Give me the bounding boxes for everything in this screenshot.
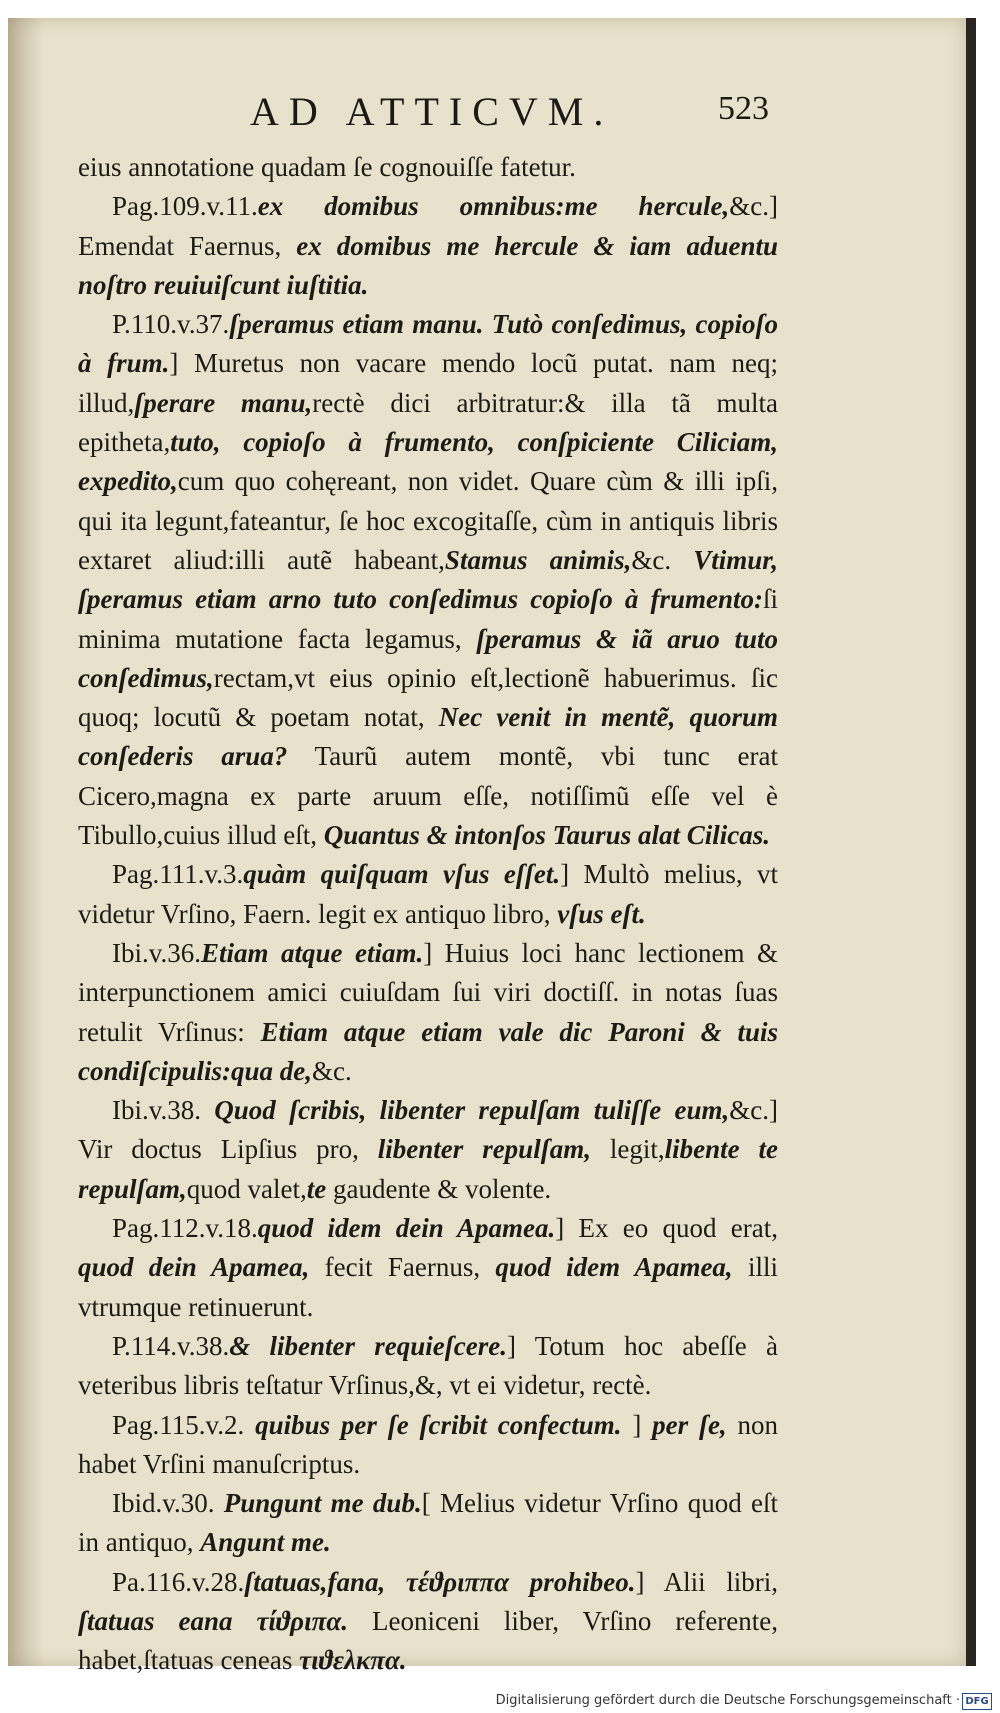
italic-citation: ſperare manu, [134,387,313,418]
text-run: ] Totum hoc abeſſe à veteribus libris teſtatur Vrſinus,&, vt ei videtur, rectè. [78,1330,778,1401]
italic-citation: Quod ſcribis, libenter repulſam tuliſſe eum, [214,1095,730,1126]
italic-citation: quod idem dein Apamea. [257,1213,556,1244]
text-run: Pag.111.v.3. [112,859,244,890]
note-paragraph [78,187,778,305]
text-run: Pag.109.v.11. [112,191,258,222]
note-paragraph [78,1563,778,1681]
text-run: ] Ex eo quod erat, [555,1213,778,1244]
italic-citation: τιϑελκπα. [299,1645,407,1676]
text-run: Leoniceni liber, Vrſino referente, habet,ſtatuas ceneas [78,1605,779,1676]
dfg-logo: DFG [962,1693,992,1710]
text-run: [ Melius videtur Vrſino quod eſt in antiquo, [78,1488,779,1558]
text-run: &c. [631,544,694,575]
body-text [78,148,778,1681]
note-paragraph [78,305,778,855]
italic-citation: ſtatuas eana τίϑριπα. [78,1605,349,1636]
text-run: P.110.v.37. [112,309,230,340]
text-run: Ibi.v.38. [112,1095,215,1126]
page-header [0,88,1000,138]
italic-citation: libenter repulſam, [377,1134,591,1165]
italic-citation: quod dein Apamea, [78,1252,310,1283]
text-run: ] Muretus non vacare mendo locũ putat. nam neq; illud, [78,348,778,418]
text-run: ] Multò melius, vt videtur Vrſino, Faern. legit ex antiquo libro, [78,859,778,929]
text-run: Pa.116.v.28. [112,1566,245,1597]
italic-citation: tuto, copioſo à frumento, conſpiciente Ciliciam, expedito, [78,427,778,497]
italic-citation: ex domibus omnibus:me hercule, [257,191,730,222]
text-run: Pag.112.v.18. [112,1213,258,1244]
text-run: ſi minima mutatione facta legamus, [78,584,778,654]
spine-shadow [8,18,44,1666]
text-run: fecit Faernus, [309,1252,496,1283]
text-run: Taurũ autem montẽ, vbi tunc erat Cicero,magna ex parte aruum eſſe, notiſſimũ eſſe vel è Tibullo,cuius illud eſt, [78,741,779,851]
text-run: legit, [590,1134,665,1165]
footer-credit: Digitalisierung gefördert durch die Deutsche Forschungsgemeinschaft · [495,1693,960,1708]
italic-citation: Quantus & intonſos Taurus alat Cilicas. [323,820,770,851]
italic-citation: ſperamus & iã aruo tuto conſedimus, [78,623,778,693]
text-run: non habet Vrſini manuſcriptus. [78,1409,778,1479]
text-run: Pag.115.v.2. [112,1409,256,1440]
running-head: AD ATTICVM. [250,89,614,134]
italic-citation: Etiam atque etiam. [201,937,424,968]
italic-citation: Stamus animis, [444,544,632,575]
text-run: ] Huius loci hanc lectionem & interpunctionem amici cuiuſdam ſui viri doctiſſ. in notas ſuas retulit Vrſinus: [78,937,778,1047]
text-run: &c.] Vir doctus Lipſius pro, [78,1095,778,1165]
text-run: cum quo cohęreant, non videt. Quare cùm & illi ipſi, qui ita legunt,fateantur, ſe hoc excogitaſſe, cùm in antiquis libris extaret aliud:illi autẽ habeant, [78,466,778,575]
italic-citation: libente te repulſam, [78,1134,778,1204]
italic-citation: per ſe, [652,1409,727,1440]
italic-citation: quod idem Apamea, [495,1252,733,1283]
text-run: Ibi.v.36. [112,937,201,968]
italic-citation: Etiam atque etiam vale dic Paroni & tuis condiſcipulis:qua de, [78,1016,778,1086]
italic-citation: Vtimur, ſperamus etiam arno tuto conſedimus copioſo à frumento: [78,544,778,615]
text-run: Ibid.v.30. [112,1488,224,1519]
text-run: quod valet, [186,1173,307,1204]
italic-citation: vſus eſt. [557,898,646,929]
note-paragraph [78,855,778,934]
italic-citation: Angunt me. [200,1527,331,1558]
italic-citation: ſtatuas,fana, τέϑριππα prohibeo. [244,1566,636,1597]
note-paragraph [78,1209,778,1327]
italic-citation: quàm quiſquam vſus eſſet. [243,859,561,890]
text-run: ] [621,1409,653,1440]
italic-citation: Pungunt me dub. [223,1488,422,1519]
text-run: ] Alii libri, [635,1566,778,1597]
note-paragraph [78,1327,778,1406]
note-paragraph [78,1091,778,1209]
text-run: rectè dici arbitratur:& illa tã multa epitheta, [78,387,778,458]
italic-citation: te [306,1173,327,1204]
text-run: &c.] Emendat Faernus, [78,191,778,261]
digitization-footer [0,1690,1000,1713]
italic-citation: ſperamus etiam manu. Tutò conſedimus, copioſo à frum. [78,309,778,379]
note-paragraph [78,934,778,1091]
text-run: illi vtrumque retinuerunt. [78,1252,778,1322]
text-run: P.114.v.38. [112,1330,230,1361]
note-paragraph [78,148,778,187]
italic-citation: quibus per ſe ſcribit confectum. [255,1409,622,1440]
italic-citation: ex domibus me hercule & iam aduentu noſtro reuiuiſcunt iuſtitia. [78,230,778,300]
note-paragraph [78,1406,778,1485]
text-run: &c. [312,1055,352,1086]
text-run: gaudente & volente. [326,1173,552,1204]
italic-citation: & libenter requieſcere. [229,1330,507,1361]
note-paragraph [78,1484,778,1563]
text-run: eius annotatione quadam ſe cognouiſſe fatetur. [78,152,576,182]
italic-citation: Nec venit in mentẽ, quorum conſederis arua? [78,702,778,772]
page-number: 523 [718,90,769,127]
text-run: rectam,vt eius opinio eſt,lectionẽ habuerimus. ſic quoq; locutũ & poetam notat, [78,662,778,733]
